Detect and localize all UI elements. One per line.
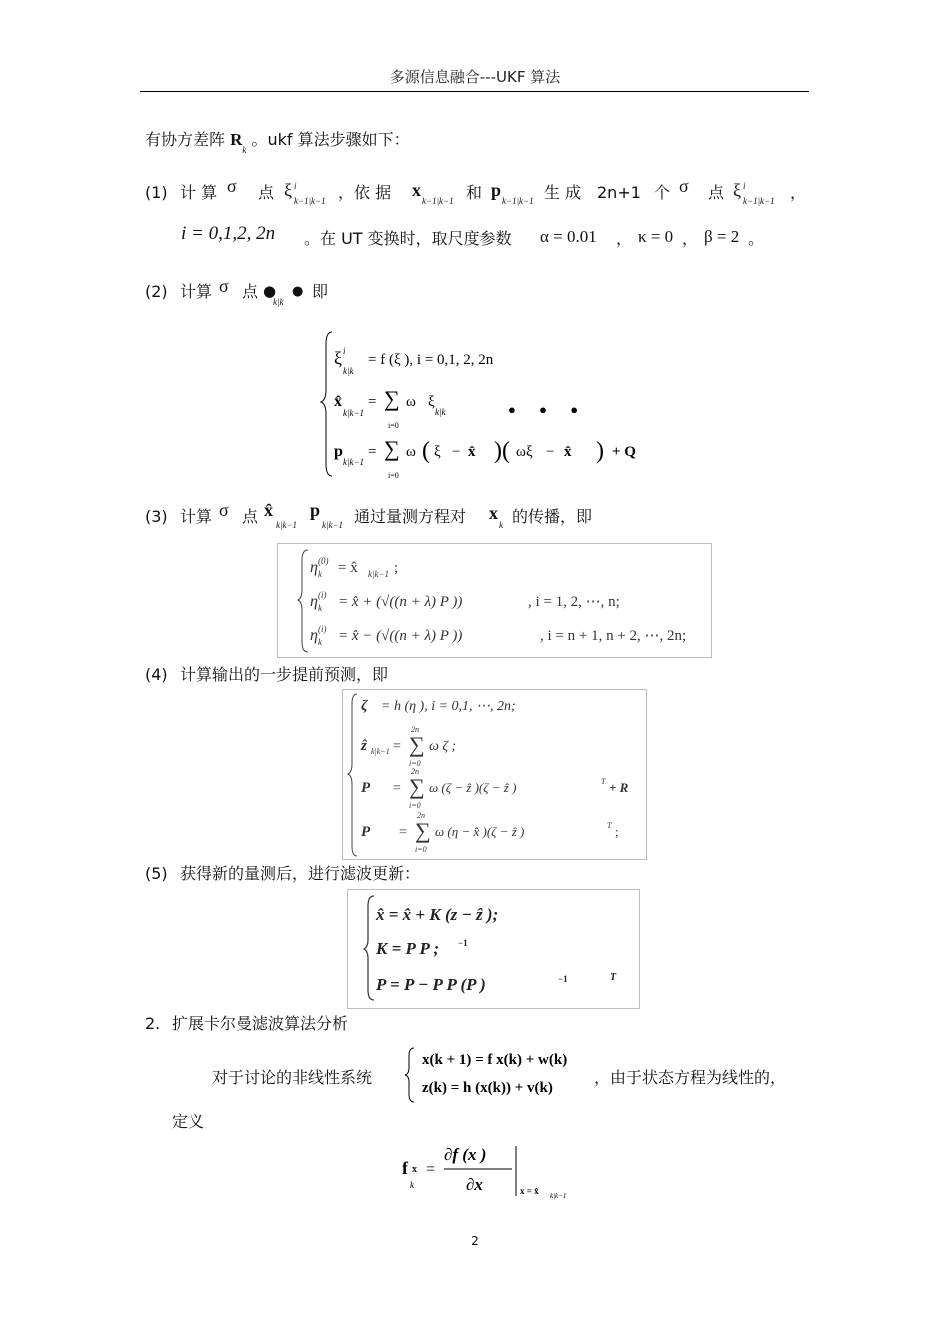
section2-define: 定义 bbox=[172, 1112, 205, 1131]
step3-eq-c-rhs: = x̂ − (√((n + λ) P )) bbox=[338, 628, 463, 644]
step2-equations bbox=[320, 330, 660, 480]
step1-word-comma: ， bbox=[790, 183, 807, 202]
step1-count: 2n+1 bbox=[597, 183, 641, 202]
intro-line bbox=[145, 130, 410, 155]
step2-eq2-sum-lower: i=0 bbox=[388, 421, 399, 430]
step4-eq2-sub: k|k−1 bbox=[371, 747, 390, 756]
step1-xi-2-sup: i bbox=[743, 181, 746, 191]
step3-equation-box bbox=[277, 543, 712, 658]
step2-eq1-rhs: = f (ξ ), i = 0,1, 2, 2n bbox=[368, 352, 494, 368]
step3-point: 点 bbox=[242, 507, 259, 526]
step3-sigma: σ bbox=[219, 500, 229, 520]
step2-eq3-sum-lower: i=0 bbox=[388, 471, 399, 480]
step1-word-generate: 生 成 bbox=[544, 183, 582, 202]
section2-def-eval: x = x̂ bbox=[520, 1186, 539, 1196]
step5-eq3-T: T bbox=[610, 972, 617, 983]
step1-xi-1-sub: k−1|k−1 bbox=[294, 196, 326, 206]
step1-comma-1: ， bbox=[616, 229, 633, 248]
step1-label: (1) bbox=[145, 183, 168, 202]
step1-word-based: ，依 据 bbox=[338, 183, 392, 202]
step4-text: 计算输出的一步提前预测，即 bbox=[180, 665, 389, 684]
step2-brace bbox=[321, 332, 332, 476]
step3-eq-c-sup: (i) bbox=[318, 624, 327, 634]
step2-garbled-dots: ● ● ● bbox=[508, 402, 589, 417]
step5-eq3-inv: −1 bbox=[558, 974, 568, 984]
intro-prefix: 有协方差阵 bbox=[145, 130, 226, 149]
step1-sigma-2: σ bbox=[679, 176, 689, 196]
step1-x-sub: k−1|k−1 bbox=[422, 196, 454, 206]
step5-eq2: K = P P ; bbox=[376, 939, 440, 958]
step1-alpha: α = 0.01 bbox=[540, 227, 597, 246]
step2-eq1-sup: i bbox=[343, 346, 346, 356]
page-header: 多源信息融合---UKF 算法 bbox=[389, 68, 561, 86]
section2-title: 扩展卡尔曼滤波算法分析 bbox=[172, 1014, 349, 1033]
step2-eq2-sum: ∑ bbox=[384, 386, 400, 411]
step5-equation-box bbox=[347, 889, 640, 1009]
step1-word-compute: 计 算 bbox=[180, 183, 218, 202]
header-rule bbox=[140, 91, 809, 92]
step3-label: (3) bbox=[145, 507, 168, 526]
step2-eq3-eq: = bbox=[368, 444, 377, 460]
step4-eq2-sum-upper: 2n bbox=[411, 725, 419, 734]
intro-suffix: 。ukf 算法步骤如下： bbox=[251, 130, 410, 149]
step5-eq3: P = P − P P (P ) bbox=[376, 975, 486, 994]
step4-eq4-lhs: P bbox=[361, 824, 371, 840]
page-number: 2 bbox=[471, 1234, 479, 1248]
step3-eq-b-rhs: = x̂ + (√((n + λ) P )) bbox=[338, 594, 463, 610]
section2-jacobian-definition bbox=[398, 1138, 588, 1202]
step2-eq1-xi: ξ bbox=[334, 348, 343, 368]
step4-eq2-sum: ∑ bbox=[409, 732, 425, 757]
section2-def-den: ∂x bbox=[466, 1175, 483, 1194]
step2-eq3-minus2: − bbox=[546, 444, 555, 460]
step4-label: (4) bbox=[145, 665, 168, 684]
intro-symbol: R bbox=[230, 130, 243, 149]
step3-eq-a-sup: (0) bbox=[318, 556, 329, 566]
step2-eq3-paren1: ( bbox=[422, 438, 430, 464]
step1-sigma-1: σ bbox=[227, 176, 237, 196]
step4-eq3-sum-lower: i=0 bbox=[409, 801, 421, 810]
step3-eq-a-sub: k bbox=[318, 569, 322, 579]
step1-kappa: κ = 0 bbox=[638, 227, 674, 246]
step4-eq3-rhs: ω (ζ − ẑ )(ζ − ẑ ) bbox=[429, 780, 517, 795]
step1-index-expr: i = 0,1,2, 2n bbox=[181, 223, 276, 244]
step2-eq3-xi: ξ bbox=[434, 444, 441, 460]
section2-brace bbox=[405, 1048, 414, 1102]
step3-xhat: x̂ bbox=[264, 500, 273, 520]
step4-eq4-T: T bbox=[607, 821, 612, 830]
step5-brace bbox=[364, 896, 374, 1000]
step3-p-sub: k|k−1 bbox=[322, 520, 344, 530]
step1-word-unit: 个 bbox=[654, 183, 671, 202]
step1-xi-2-sub: k−1|k−1 bbox=[743, 196, 775, 206]
step3-spread: 的传播，即 bbox=[512, 507, 593, 526]
step4-eq2-lhs: ẑ bbox=[361, 738, 367, 754]
step3-xhat-sub: k|k−1 bbox=[276, 520, 298, 530]
step2-garbled-end: 即 bbox=[312, 282, 329, 301]
step2-xi-sub: k|k bbox=[273, 297, 284, 307]
step3-eq-c-sub: k bbox=[318, 637, 322, 647]
step2-eq2-omega: ω bbox=[406, 394, 416, 410]
step3-p: p bbox=[310, 500, 321, 520]
step4-eq3-sum: ∑ bbox=[409, 774, 425, 799]
step3-eq-b-sup: (i) bbox=[318, 590, 327, 600]
step2-eq2-xhat: x̂ bbox=[334, 393, 342, 410]
step2-sigma: σ bbox=[219, 276, 229, 296]
step1-comma-2: ， bbox=[682, 229, 699, 248]
step3-eq-a-eta: η bbox=[310, 559, 318, 576]
step2-garbled-dot: ● bbox=[292, 284, 304, 299]
step2-eq3-Q: + Q bbox=[612, 444, 636, 460]
step2-eq2-xi-sub: k|k bbox=[435, 407, 446, 417]
step5-eq2-inv: −1 bbox=[458, 938, 468, 948]
step2-eq3-p: p bbox=[334, 443, 343, 460]
step4-eq3-tail: + R bbox=[609, 780, 629, 795]
step2-eq2-sub: k|k−1 bbox=[343, 408, 365, 418]
step4-eq1-rhs: = h (η ), i = 0,1, ⋯, 2n; bbox=[381, 699, 516, 714]
step1-p: p bbox=[491, 180, 502, 200]
step4-eq3-sum-upper: 2n bbox=[411, 767, 419, 776]
step4-eq4-sum: ∑ bbox=[415, 818, 431, 843]
step4-eq3-lhs: P bbox=[361, 780, 371, 796]
step4-eq4-eq: = bbox=[399, 825, 407, 840]
step2-compute: 计算 bbox=[180, 282, 213, 301]
step1-x: x bbox=[412, 180, 421, 200]
step5-eq1: x̂ = x̂ + K (z − ẑ ); bbox=[376, 905, 499, 924]
step4-eq2-eq: = bbox=[393, 739, 401, 754]
step5-label: (5) bbox=[145, 864, 168, 883]
step1-period: 。 bbox=[748, 229, 765, 248]
step3-compute: 计算 bbox=[180, 507, 213, 526]
section2-def-sub: k bbox=[410, 1180, 414, 1190]
step3-eq-a-rhs: = x̂ bbox=[338, 560, 358, 576]
step3-propagate: 通过量测方程对 bbox=[354, 507, 467, 526]
step2-eq3-xhat: x̂ bbox=[468, 444, 476, 460]
step2-eq3-xhat2: x̂ bbox=[564, 444, 572, 460]
step2-eq3-paren2: )( bbox=[494, 438, 510, 464]
step1-xi-1: ξ bbox=[284, 180, 293, 200]
step2-label: (2) bbox=[145, 282, 168, 301]
step4-eq3-eq: = bbox=[393, 781, 401, 796]
step1-xi-1-sup: i bbox=[294, 181, 297, 191]
step4-eq4-sum-upper: 2n bbox=[417, 811, 425, 820]
step2-eq3-minus1: − bbox=[452, 444, 461, 460]
section2-def-eval-sub: k|k−1 bbox=[550, 1192, 567, 1200]
step2-eq2-eq: = bbox=[368, 394, 377, 410]
step2-eq3-sum: ∑ bbox=[384, 436, 400, 461]
step3-eq-b-tail: , i = 1, 2, ⋯, n; bbox=[528, 594, 620, 610]
section2-def-num: ∂f (x ) bbox=[444, 1145, 487, 1164]
intro-sub: k bbox=[242, 145, 247, 155]
step3-eq-b-eta: η bbox=[310, 593, 318, 610]
step1-p-sub: k−1|k−1 bbox=[502, 196, 534, 206]
step5-text: 获得新的量测后，进行滤波更新： bbox=[180, 864, 421, 883]
step2-eq2-xi: ξ bbox=[428, 394, 435, 410]
step4-brace bbox=[348, 694, 357, 856]
step3-x: x bbox=[489, 503, 498, 523]
section2-def-sup: x bbox=[412, 1164, 417, 1175]
step4-eq4-rhs: ω (η − x̂ )(ζ − ẑ ) bbox=[435, 824, 525, 839]
step3-x-sub: k bbox=[499, 520, 503, 530]
step4-eq4-sum-lower: i=0 bbox=[415, 845, 427, 854]
step3-eq-c-tail: , i = n + 1, n + 2, ⋯, 2n; bbox=[540, 628, 687, 644]
step3-eq-b-sub: k bbox=[318, 603, 322, 613]
section2-sys-eq1: x(k + 1) = f x(k) + w(k) bbox=[422, 1052, 568, 1068]
step1-word-point-1: 点 bbox=[258, 183, 275, 202]
section2-sys-eq2: z(k) = h (x(k)) + v(k) bbox=[422, 1080, 553, 1096]
step2-eq3-paren3: ) bbox=[596, 438, 604, 464]
section2-system-equations bbox=[404, 1044, 594, 1106]
step2-garbled-xi: ● bbox=[263, 282, 277, 300]
step2-eq3-sub: k|k−1 bbox=[343, 457, 365, 467]
step1-word-point-2: 点 bbox=[708, 183, 725, 202]
step1-ut-text: 。在 UT 变换时，取尺度参数 bbox=[304, 229, 512, 248]
step4-eq2-rhs: ω ζ ; bbox=[429, 739, 457, 754]
section2-def-eq: = bbox=[426, 1161, 436, 1178]
step1-word-and: 和 bbox=[466, 183, 483, 202]
step4-equation-box bbox=[342, 689, 647, 860]
step2-eq1-sub: k|k bbox=[343, 366, 354, 376]
step2-eq3-omega2: ω bbox=[516, 444, 526, 460]
step4-eq4-tail: ; bbox=[615, 824, 619, 839]
section2-def-lhs: f bbox=[402, 1158, 408, 1178]
step2-point: 点 bbox=[242, 282, 259, 301]
step4-eq3-T: T bbox=[601, 777, 606, 786]
step3-brace bbox=[298, 550, 308, 652]
step1-xi-2: ξ bbox=[733, 180, 742, 200]
step4-eq1-lhs: ζ bbox=[361, 698, 368, 714]
step3-eq-c-eta: η bbox=[310, 627, 318, 644]
step3-eq-a-tail: ; bbox=[394, 560, 399, 576]
section2-para-suffix: ，由于状态方程为线性的， bbox=[594, 1068, 787, 1087]
step1-beta: β = 2 bbox=[704, 227, 740, 246]
section2-para-prefix: 对于讨论的非线性系统 bbox=[212, 1068, 373, 1087]
section2-number: 2. bbox=[145, 1014, 161, 1033]
step2-eq3-xi2: ξ bbox=[526, 444, 533, 460]
step2-eq3-omega: ω bbox=[406, 444, 416, 460]
step3-eq-a-xsub: k|k−1 bbox=[368, 569, 390, 579]
step4-eq2-sum-lower: i=0 bbox=[409, 759, 421, 768]
